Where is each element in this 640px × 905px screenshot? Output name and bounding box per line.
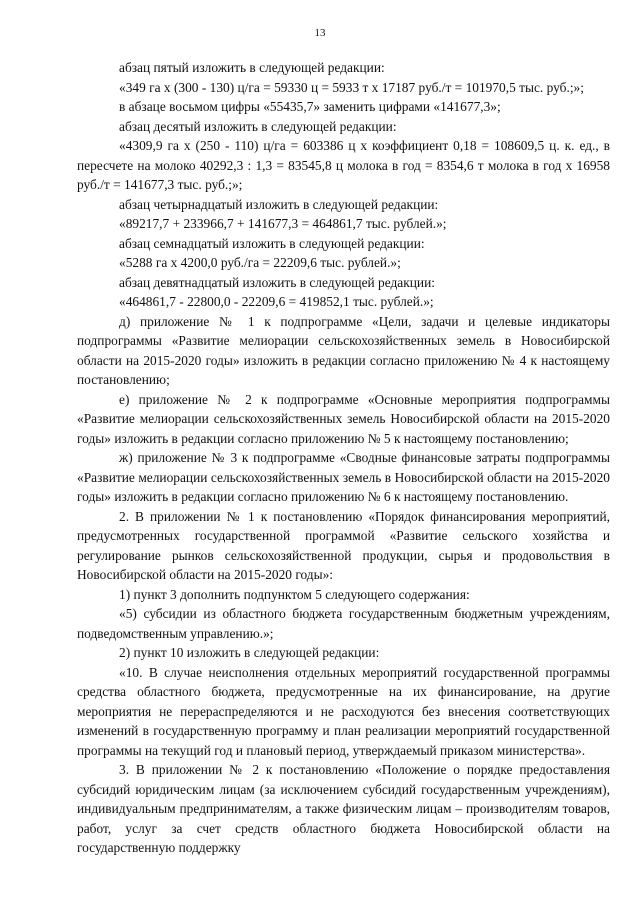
paragraph: ж) приложение № 3 к подпрограмме «Сводные финансовые затраты подпрограммы «Развитие мелиорации сельскохозяйственных земель в Новосибирской области на 2015-2020 годы» изложить в редакции согласно приложению № 6 к настоящему постановлению. [77, 450, 610, 504]
paragraph: «5) субсидии из областного бюджета государственным бюджетным учреждениям, подведомственным управлению.»; [77, 606, 610, 641]
page-number: 13 [314, 27, 326, 39]
paragraph: абзац десятый изложить в следующей редакции: [119, 118, 397, 134]
paragraph: е) приложение № 2 к подпрограмме «Основные мероприятия подпрограммы «Развитие мелиорации сельскохозяйственных земель Новосибирской области на 2015-2020 годы» изложить в редакции согласно приложению № 5 к настоящему постановлению; [77, 391, 610, 446]
paragraph: 2. В приложении № 1 к постановлению «Порядок финансирования мероприятий, предусмотренных государственной программой «Развитие сельского хозяйства и регулирование рынков сельскохозяйственной продукции, сырья и продовольствия в Новосибирской области на 2015-2020 годы»: [77, 508, 610, 582]
paragraph: «5288 га х 4200,0 руб./га = 22209,6 тыс. рублей.»; [119, 255, 401, 270]
paragraph: абзац девятнадцатый изложить в следующей редакции: [119, 274, 435, 290]
paragraph: д) приложение № 1 к подпрограмме «Цели, задачи и целевые индикаторы подпрограммы «Развитие мелиорации сельскохозяйственных земель в Новосибирской области на 2015-2020 годы» изложить в редакции согласно приложению № 4 к настоящему постановлению; [77, 313, 610, 387]
paragraph: «464861,7 - 22800,0 - 22209,6 = 419852,1 тыс. рублей.»; [119, 294, 434, 309]
document-body [77, 58, 610, 858]
paragraph: 3. В приложении № 2 к постановлению «Положение о порядке предоставления субсидий юридическим лицам (за исключением субсидий государственным учреждениям), индивидуальным предпринимателям, а также физическим лицам – производителям товаров, работ, услуг за счет средств областного бюджета Новосибирской области на государственную поддержку [77, 762, 610, 855]
paragraph: абзац семнадцатый изложить в следующей редакции: [119, 235, 425, 251]
paragraph: 2) пункт 10 изложить в следующей редакции: [119, 645, 380, 660]
paragraph: «349 га х (300 - 130) ц/га = 59330 ц = 5933 т х 17187 руб./т = 101970,5 тыс. руб.;»; [119, 79, 584, 95]
paragraph: абзац четырнадцатый изложить в следующей редакции: [119, 196, 439, 212]
paragraph: «10. В случае неисполнения отдельных мероприятий государственной программы средства областного бюджета, предусмотренные на их финансирование, на другие мероприятия не перераспределяются и не расходуются без внесения соответствующих изменений в государственную программу и план реализации мероприятий государственной программы на текущий год и плановый период, утверждаемый приказом министерства». [77, 664, 610, 758]
paragraph: в абзаце восьмом цифры «55435,7» заменить цифрами «141677,3»; [119, 99, 501, 114]
paragraph: «4309,9 га х (250 - 110) ц/га = 603386 ц х коэффициент 0,18 = 108609,5 ц. к. ед., в пересчете на молоко 40292,3 : 1,3 = 83545,8 ц молока в год = 8354,6 т молока в год х 16958 руб./т = 141677,3 тыс. руб.;»; [77, 138, 610, 192]
paragraph: «89217,7 + 233966,7 + 141677,3 = 464861,7 тыс. рублей.»; [119, 216, 447, 231]
paragraph: 1) пункт 3 дополнить подпунктом 5 следующего содержания: [119, 586, 470, 602]
paragraph: абзац пятый изложить в следующей редакции: [119, 60, 385, 75]
